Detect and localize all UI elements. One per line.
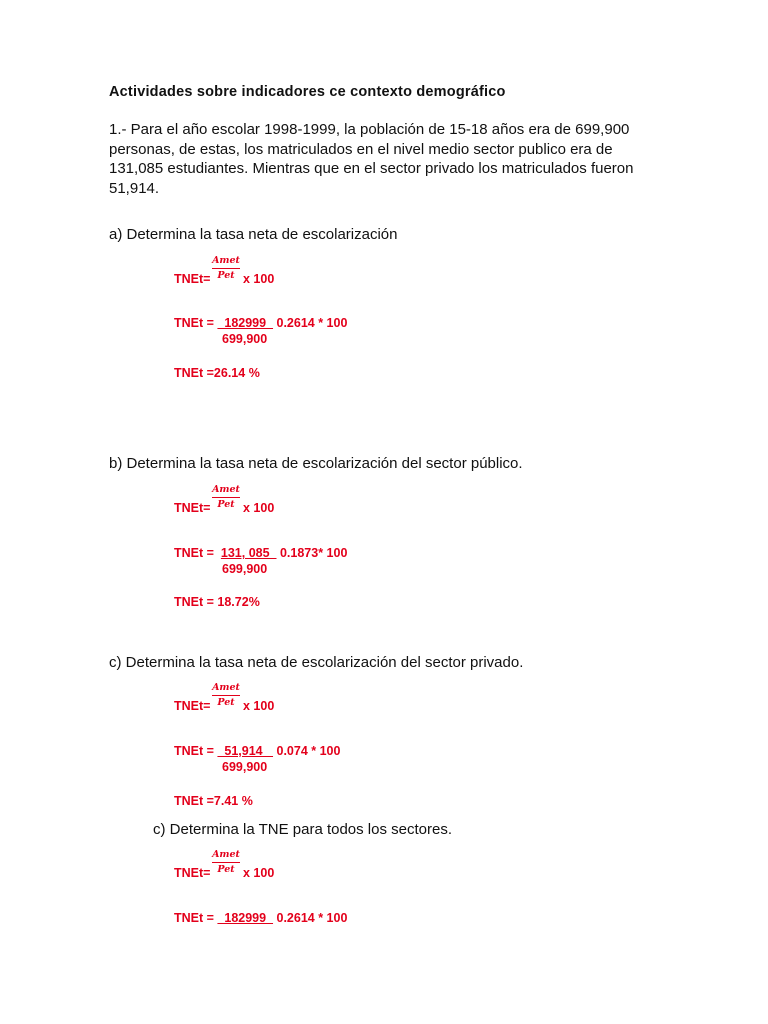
calc-prefix: TNEt = [174, 911, 218, 925]
calc-numerator: 182999 [217, 316, 274, 330]
calc-numerator: 182999 [217, 911, 274, 925]
fraction-bar [212, 268, 240, 269]
result-b: TNEt = 18.72% [174, 595, 260, 609]
formula-denominator: Pet [217, 864, 235, 875]
formula-fraction [210, 255, 242, 282]
calc-prefix: TNEt = [174, 316, 218, 330]
calculation-b [174, 546, 347, 560]
question-b: b) Determina la tasa neta de escolarización del sector público. [109, 455, 523, 472]
fraction-bar [212, 862, 240, 863]
formula-multiplier: x 100 [243, 272, 275, 286]
problem-statement [109, 120, 669, 198]
formula-multiplier: x 100 [243, 699, 275, 713]
calc-result-expr: 0.1873* 100 [276, 546, 348, 560]
formula-multiplier: x 100 [243, 866, 275, 880]
calc-denominator-b: 699,900 [222, 562, 268, 576]
formula-numerator: Amet [212, 484, 240, 495]
calc-numerator: 131, 085 [220, 546, 277, 560]
calc-result-expr: 0.2614 * 100 [273, 316, 348, 330]
formula-fraction [210, 682, 242, 709]
formula-lhs: TNEt= [174, 501, 211, 515]
calc-result-expr: 0.074 * 100 [273, 744, 341, 758]
question-a: a) Determina la tasa neta de escolarización [109, 226, 398, 243]
result-a: TNEt =26.14 % [174, 366, 260, 380]
problem-line: 131,085 estudiantes. Mientras que en el sector privado los matriculados fueron [109, 160, 634, 177]
problem-line: 51,914. [109, 179, 160, 197]
formula-fraction [210, 849, 242, 876]
question-c: c) Determina la tasa neta de escolarización del sector privado. [109, 654, 524, 671]
calc-prefix: TNEt = [174, 744, 218, 758]
fraction-bar [212, 695, 240, 696]
formula-lhs: TNEt= [174, 866, 211, 880]
problem-line: personas, de estas, los matriculados en el nivel medio sector publico era de [109, 140, 613, 158]
result-c: TNEt =7.41 % [174, 794, 253, 808]
calc-prefix: TNEt = [174, 546, 221, 560]
calc-numerator: 51,914 [217, 744, 274, 758]
calc-denominator-c: 699,900 [222, 760, 268, 774]
problem-line: 1.- Para el año escolar 1998-1999, la población de 15-18 años era de 699,900 [109, 121, 630, 138]
formula-multiplier: x 100 [243, 501, 275, 515]
calculation-c [174, 744, 340, 758]
formula-fraction [210, 484, 242, 511]
calculation-a [174, 316, 347, 330]
formula-denominator: Pet [217, 499, 235, 510]
fraction-bar [212, 497, 240, 498]
formula-lhs: TNEt= [174, 699, 211, 713]
calculation-d [174, 911, 347, 925]
question-d: c) Determina la TNE para todos los sectores. [153, 821, 453, 838]
formula-numerator: Amet [212, 682, 240, 693]
formula-lhs: TNEt= [174, 272, 211, 286]
calc-result-expr: 0.2614 * 100 [273, 911, 348, 925]
formula-numerator: Amet [212, 849, 240, 860]
formula-numerator: Amet [212, 255, 240, 266]
calc-denominator-a: 699,900 [222, 332, 268, 346]
formula-denominator: Pet [217, 270, 235, 281]
formula-denominator: Pet [217, 697, 235, 708]
document-title: Actividades sobre indicadores ce contexto demográfico [109, 84, 506, 100]
